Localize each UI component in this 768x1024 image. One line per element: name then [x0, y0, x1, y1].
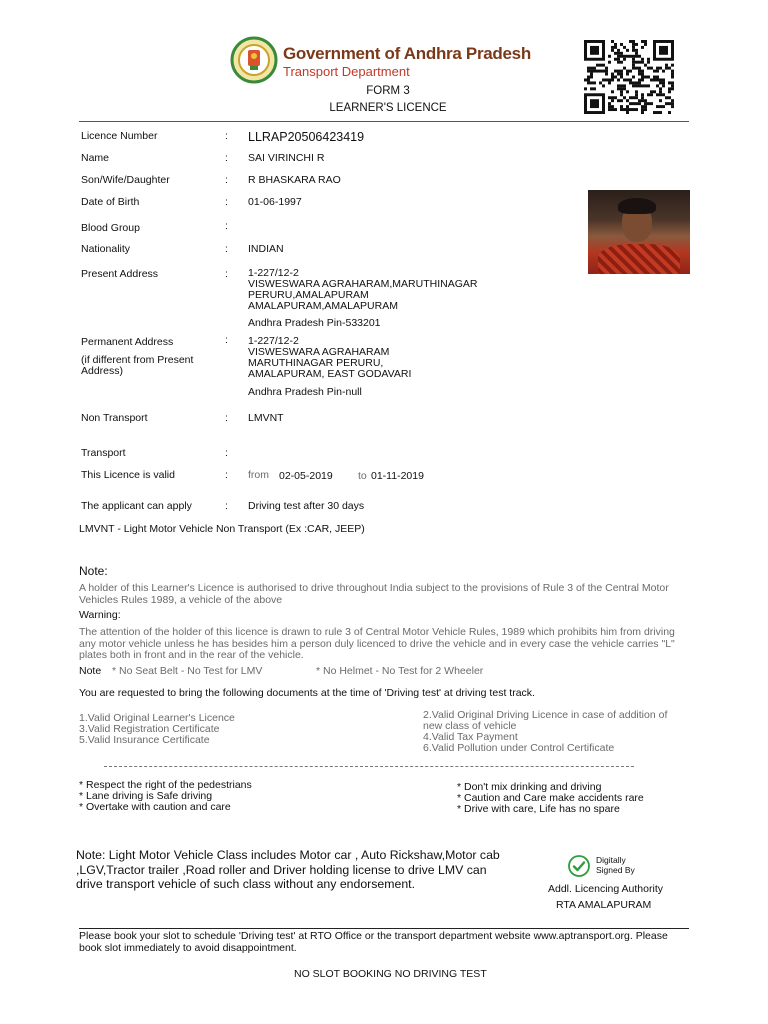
warning-text: The attention of the holder of this licence is drawn to rule 3 of Central Motor Vehicle Rules, 1989 which prohibits him from driving any motor vehicle unless he has besides him a person duly licenced to drive the vehicle and in every case the vehicle carries "L" plates both in front and in the rear of the vehicle. [79, 626, 675, 661]
seat-belt-note: * No Seat Belt - No Test for LMV [112, 665, 263, 677]
documents-right-list: 2.Valid Original Driving Licence in case of addition of new class of vehicle 4.Valid Tax Payment 6.Valid Pollution under Control Certificate [423, 709, 668, 754]
apply-value: Driving test after 30 days [248, 500, 365, 512]
colon: : [225, 152, 228, 164]
colon: : [225, 196, 228, 208]
booking-instructions: Please book your slot to schedule 'Driving test' at RTO Office or the transport department website www.aptransport.org. Please book slot immediately to avoid disappointment. [79, 930, 668, 954]
colon: : [225, 243, 228, 255]
header-org: Government of Andhra Pradesh [283, 44, 531, 63]
class-note: LMVNT - Light Motor Vehicle Non Transport (Ex :CAR, JEEP) [79, 523, 365, 535]
validity-from-label: from [248, 469, 269, 481]
colon: : [225, 447, 228, 459]
colon: : [225, 268, 228, 280]
warning-heading: Warning: [79, 609, 121, 621]
licensing-authority: Addl. Licencing Authority [548, 883, 663, 895]
qr-code-icon [584, 40, 674, 114]
documents-left-list: 1.Valid Original Learner's Licence 3.Valid Registration Certificate 5.Valid Insurance Certificate [79, 712, 235, 746]
present-address-state: Andhra Pradesh Pin-533201 [248, 317, 381, 329]
blood-group-label: Blood Group [81, 222, 140, 234]
page-title: LEARNER'S LICENCE [329, 102, 447, 114]
permanent-address-state: Andhra Pradesh Pin-null [248, 386, 362, 398]
present-address-value: 1-227/12-2 VISWESWARA AGRAHARAM,MARUTHINAGAR PERURU,AMALAPURAM AMALAPURAM,AMALAPURAM [248, 267, 478, 312]
colon: : [225, 130, 228, 142]
validity-label: This Licence is valid [81, 469, 175, 481]
validity-to-value: 01-11-2019 [371, 470, 424, 482]
non-transport-value: LMVNT [248, 412, 284, 424]
digitally-signed-text: Digitally Signed By [596, 855, 635, 875]
dob-value: 01-06-1997 [248, 196, 302, 208]
note-text: A holder of this Learner's Licence is authorised to drive throughout India subject to the provisions of Rule 3 of the Central Motor Vehicles Rules 1989, a vehicle of the above [79, 582, 669, 606]
permanent-address-sublabel: (if different from Present Address) [81, 354, 194, 377]
relation-label: Son/Wife/Daughter [81, 174, 170, 186]
header-dept: Transport Department [283, 64, 410, 79]
note-heading: Note: [79, 564, 108, 578]
colon: : [225, 334, 228, 346]
licence-number-label: Licence Number [81, 130, 158, 142]
dob-label: Date of Birth [81, 196, 140, 208]
section-divider [104, 766, 634, 767]
validity-to-label: to [358, 470, 367, 482]
tips-left-list: * Respect the right of the pedestrians * Lane driving is Safe driving * Overtake with caution and care [79, 779, 252, 813]
nationality-label: Nationality [81, 243, 131, 255]
lmv-class-note: Note: Light Motor Vehicle Class includes Motor car , Auto Rickshaw,Motor cab ,LGV,Tractor trailer ,Road roller and Driver holding license to drive LMV can drive transport vehicle of such class without any endorsement. [76, 848, 500, 891]
header-divider [79, 121, 689, 122]
colon: : [225, 469, 228, 481]
transport-label: Transport [81, 447, 126, 459]
apply-label: The applicant can apply [81, 500, 192, 512]
rta-office: RTA AMALAPURAM [556, 899, 652, 911]
colon: : [225, 500, 228, 512]
helmet-note: * No Helmet - No Test for 2 Wheeler [316, 665, 484, 677]
footer-divider [79, 928, 689, 929]
present-address-label: Present Address [81, 268, 159, 280]
permanent-address-value: 1-227/12-2 VISWESWARA AGRAHARAM MARUTHINAGAR PERURU, AMALAPURAM, EAST GODAVARI [248, 335, 412, 380]
licence-number-value: LLRAP20506423419 [248, 130, 365, 144]
form-number: FORM 3 [366, 85, 410, 97]
colon: : [225, 174, 228, 186]
documents-intro: You are requested to bring the following documents at the time of 'Driving test' at driving test track. [79, 687, 535, 699]
no-slot-warning: NO SLOT BOOKING NO DRIVING TEST [294, 968, 487, 980]
tips-right-list: * Don't mix drinking and driving * Caution and Care make accidents rare * Drive with care, Life has no spare [457, 781, 644, 815]
validity-from-value: 02-05-2019 [279, 470, 333, 482]
colon: : [225, 412, 228, 424]
name-label: Name [81, 152, 110, 164]
nationality-value: INDIAN [248, 243, 284, 255]
applicant-photo [588, 190, 690, 274]
note-label: Note [79, 665, 102, 677]
non-transport-label: Non Transport [81, 412, 148, 424]
name-value: SAI VIRINCHI R [248, 152, 325, 164]
check-icon [567, 854, 591, 878]
permanent-address-label: Permanent Address [81, 336, 174, 348]
colon: : [225, 220, 228, 232]
ap-emblem-logo [230, 36, 278, 84]
relation-value: R BHASKARA RAO [248, 174, 341, 186]
